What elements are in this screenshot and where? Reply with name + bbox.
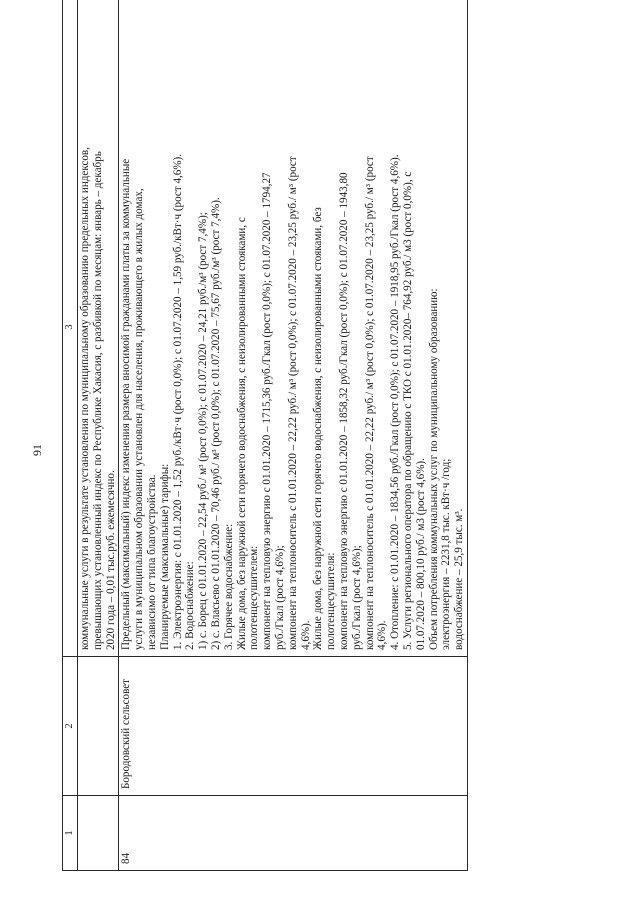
text-line: руб./Гкал (рост 4,6%); [273,545,286,650]
text-line: компонент на теплоноситель с 01.01.2020 – 22,22 руб./ м³ (рост 0,0%); с 01.07.2020 – 23,25 руб./ м³ (рост [363,156,376,650]
text-line: 4,6%). [299,620,312,650]
header-col-2: 2 [63,657,78,796]
continuation-row [78,0,119,871]
text-line: водоснабжение – 25,9 тыс. м³. [453,508,466,650]
text-line: 5. Услуги регионального оператора по обращению с ТКО с 01.01.2020– 764,92 руб./ м3 (рост 0,0%), с [401,171,414,650]
text-line: услуги в муниципальном образовании установлен для населения, проживающего в жилых домах, [133,188,146,650]
text-line: Предельный (максимальный) индекс изменения размера вносимой гражданами платы за коммунальные [120,158,133,650]
data-table [62,0,468,871]
header-col-3: 3 [63,0,78,657]
text-line: 2) с. Власьево с 01.01.2020 – 70,46 руб./ м³ (рост 0,0%); с 01.07.2020 – 75,67 руб./м³ (рост 7,4%). [209,197,222,650]
text-line: компонент на теплоноситель с 01.01.2020 – 22,22 руб./ м³ (рост 0,0%); с 01.07.2020 – 23,25 руб./ м³ (рост [286,156,299,650]
text-line: независимо от типа благоустройства. [145,474,158,650]
text-line: электроэнергия – 2231,8 тыс. кВт·ч /год; [440,458,453,650]
continuation-text-cell [78,0,119,657]
text-line: 1. Электроэнергия: с 01.01.2020 – 1,52 руб./кВт·ч (рост 0,0%); с 01.07.2020 – 1,59 руб./кВт·ч (рост 4,6%). [171,153,184,650]
text-line: 4,6%). [376,620,389,650]
header-col-1: 1 [63,796,78,871]
text-line: полотенцесушителя: [325,552,338,650]
text-line: Жилые дома, без наружной сети горячего водоснабжения, с неизолированными стояками, с [235,217,248,650]
table-row [119,0,468,871]
text-line: 3. Горячее водоснабжение: [222,523,235,650]
page-number: 91 [30,444,44,456]
text-line: 01.07.2020 – 800,10 руб./ м3 (рост 4,6%). [414,458,427,650]
text-line: Планируемые (максимальные) тарифы: [158,463,171,650]
row-number: 84 [119,796,468,871]
text-line: 4. Отопление: с 01.01.2020 – 1834,56 руб./Гкал (рост 0,0%); с 01.07.2020 – 1918,95 руб./Гкал (рост 4,6%). [389,154,402,650]
text-line: превышающих установленный индекс по Республике Хакасия, с разбивкой по месяцам: январь – декабрь [91,151,104,650]
continuation-number-cell [78,796,119,871]
text-line: руб./Гкал (рост 4,6%); [350,545,363,650]
text-line: Объем потребления коммунальных услуг по муниципальному образованию: [427,288,440,650]
text-line: 1) с. Борец с 01.01.2020 – 22,54 руб./ м³ (рост 0,0%); с 01.07.2020 – 24,21 руб./м³ (рост 7,4%); [197,212,210,650]
row-description [119,0,468,657]
text-line: коммунальные услуги в результате установления по муниципальному образованию предельных индексов, [79,147,91,650]
text-line: 2020 года – 0,01 тыс.руб. ежемесячно. [104,470,117,650]
text-line: 2. Водоснабжение: [184,561,197,650]
text-line: Жилые дома, без наружной сети горячего водоснабжения, с неизолированными стояками, без [312,207,325,650]
row-municipality-name: Бородовский сельсовет [119,657,468,796]
text-line: компонент на тепловую энергию с 01.01.2020 – 1715,36 руб./Гкал (рост 0,0%); с 01.07.2020 – 1794,27 [261,172,274,650]
continuation-name-cell [78,657,119,796]
table-header-row [63,0,78,871]
text-line: компонент на тепловую энергию с 01.01.2020 – 1858,32 руб./Гкал (рост 0,0%); с 01.07.2020 – 1943,80 [337,172,350,650]
text-line: полотенцесушителем: [248,545,261,650]
